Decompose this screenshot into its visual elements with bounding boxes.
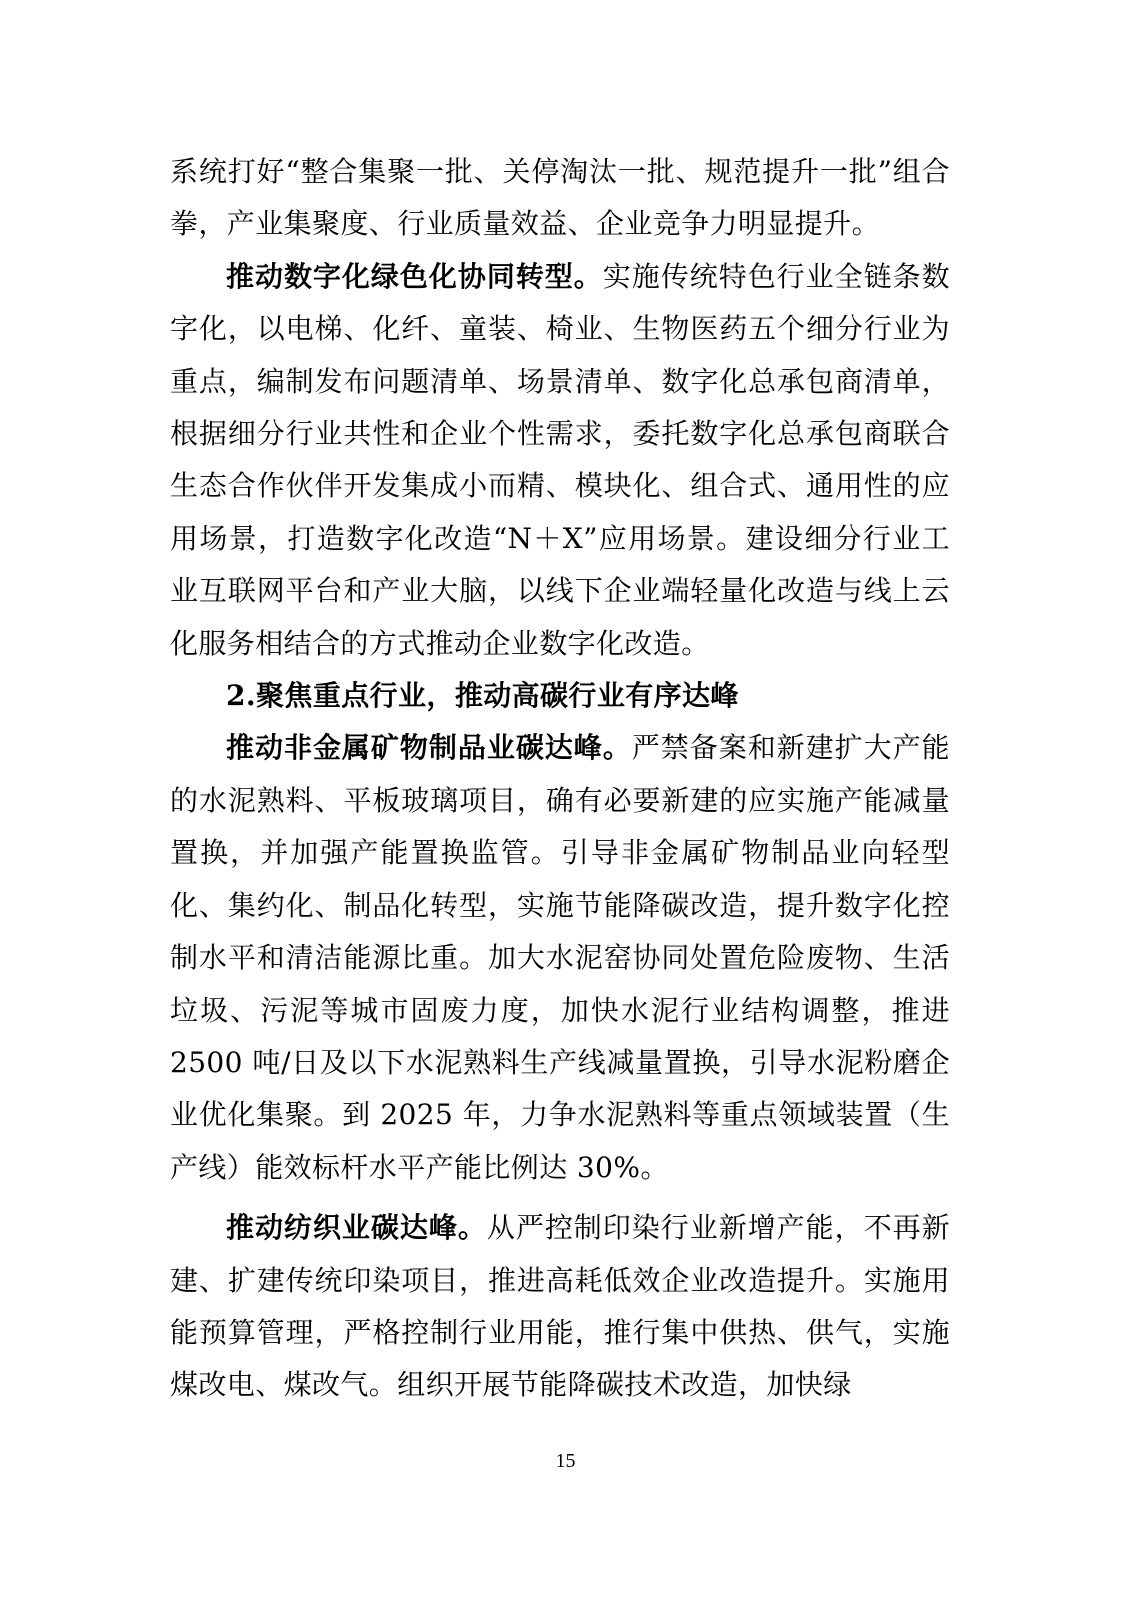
paragraph-lead: 推动数字化绿色化协同转型。 (226, 259, 603, 293)
page-number: 15 (555, 1450, 576, 1472)
paragraph-text: 严禁备案和新建扩大产能的水泥熟料、平板玻璃项目，确有必要新建的应实施产能减量置换，并加强产能置换监管。引导非金属矿物制品业向轻型化、集约化、制品化转型，实施节能降碳改造，提升数字化控制水平和清洁能源比重。加大水泥窑协同处置危险废物、生活垃圾、污泥等城市固废力度，加快水泥行业结构调整，推进 2500 吨/日及以下水泥熟料生产线减量置换，引导水泥粉磨企业优化集聚。到 2025 年，力争水泥熟料等重点领域装置（生产线）能效标杆水平产能比例达 30%。 (170, 731, 950, 1184)
paragraph-continuation (170, 146, 950, 251)
paragraph-digital-green-transformation (170, 251, 950, 670)
paragraph-text: 从严控制印染行业新增产能，不再新建、扩建传统印染项目，推进高耗低效企业改造提升。实施用能预算管理，严格控制行业用能，推行集中供热、供气，实施煤改电、煤改气。组织开展节能降碳技术改造，加快绿 (170, 1211, 951, 1402)
section-heading: 2.聚焦重点行业，推动高碳行业有序达峰 (226, 679, 739, 713)
paragraph-lead: 推动非金属矿物制品业碳达峰。 (226, 731, 632, 765)
paragraph-lead: 推动纺织业碳达峰。 (226, 1211, 487, 1245)
paragraph-text: 系统打好“整合集聚一批、关停淘汰一批、规范提升一批”组合拳，产业集聚度、行业质量效益、企业竞争力明显提升。 (170, 155, 950, 241)
paragraph-text: 实施传统特色行业全链条数字化，以电梯、化纤、童装、椅业、生物医药五个细分行业为重点，编制发布问题清单、场景清单、数字化总承包商清单，根据细分行业共性和企业个性需求，委托数字化总承包商联合生态合作伙伴开发集成小而精、模块化、组合式、通用性的应用场景，打造数字化改造“N＋X”应用场景。建设细分行业工业互联网平台和产业大脑，以线下企业端轻量化改造与线上云化服务相结合的方式推动企业数字化改造。 (170, 259, 950, 660)
paragraph-nonmetal-minerals (170, 722, 950, 1194)
body-text (170, 146, 950, 1412)
paragraph-textile (170, 1202, 950, 1412)
